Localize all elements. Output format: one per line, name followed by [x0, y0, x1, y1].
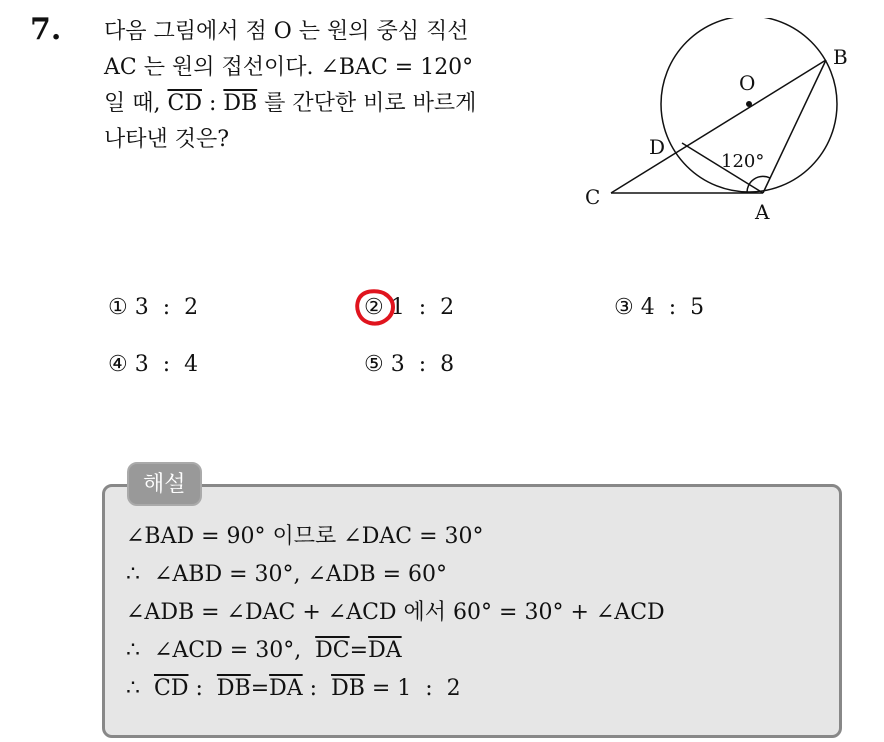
question-line-1: 다음 그림에서 점 O 는 원의 중심 직선: [104, 19, 469, 44]
choice-value: 3 : 4: [127, 352, 199, 377]
choice-3[interactable]: [614, 295, 704, 320]
label-angle: 120°: [721, 151, 765, 172]
q-line3-post: 를 간단한 비로 바르게: [257, 91, 477, 116]
answer-circle-mark: [354, 288, 396, 326]
center-point: [746, 101, 752, 107]
choice-mark: ⑤: [364, 352, 384, 377]
segment-dc: $\overline{DC}$: [315, 638, 350, 663]
segment-da: $\overline{DA}$: [269, 676, 303, 701]
solution-label: 해설: [127, 462, 202, 506]
segment-da: $\overline{DA}$: [368, 638, 402, 663]
choice-mark: ③: [614, 295, 634, 320]
solution-text: [126, 518, 665, 708]
question-text: [104, 14, 564, 158]
sol5-c1: :: [188, 676, 217, 701]
choice-value: 4 : 5: [633, 295, 705, 320]
solution-line-3: ∠ADB = ∠DAC + ∠ACD 에서 60° = 30° + ∠ACD: [126, 600, 665, 625]
segment-cd: $\overline{CD}$: [167, 91, 202, 116]
question-line-4: 나타낸 것은?: [104, 127, 230, 152]
segment-db: $\overline{DB}$: [223, 91, 258, 116]
choice-mark: ②: [364, 295, 384, 320]
label-b: B: [833, 45, 848, 69]
choice-5[interactable]: [364, 352, 454, 377]
label-o: O: [739, 71, 756, 95]
solution-line-1: ∠BAD = 90° 이므로 ∠DAC = 30°: [126, 524, 484, 549]
label-d: D: [649, 135, 666, 159]
solution-line-5: [126, 670, 665, 708]
sol4-eq: =: [349, 638, 369, 663]
sol5-post: = 1 : 2: [364, 676, 461, 701]
choice-mark: ④: [108, 352, 128, 377]
question-line-2: AC 는 원의 접선이다. ∠BAC = 120°: [104, 55, 474, 80]
q-line3-mid: :: [201, 91, 224, 116]
segment-cd: $\overline{CD}$: [153, 676, 189, 701]
segment-db: $\overline{DB}$: [331, 676, 365, 701]
sol4-pre: ∴ ∠ACD = 30°,: [126, 638, 316, 663]
solution-line-4: [126, 632, 665, 670]
choice-value: 3 : 8: [383, 352, 455, 377]
sol5-pre: ∴: [126, 676, 154, 701]
choice-value: 1 : 2: [383, 295, 455, 320]
question-number: 7.: [30, 12, 62, 47]
choice-mark: ①: [108, 295, 128, 320]
sol5-c2: :: [302, 676, 332, 701]
choice-1[interactable]: [108, 295, 198, 320]
segment-db: $\overline{DB}$: [216, 676, 251, 701]
geometry-figure: [575, 18, 875, 238]
choice-value: 3 : 2: [127, 295, 199, 320]
choice-4[interactable]: [108, 352, 198, 377]
sol5-eq: =: [250, 676, 270, 701]
label-a: A: [755, 200, 770, 224]
label-c: C: [585, 185, 601, 209]
q-line3-pre: 일 때,: [104, 91, 168, 116]
question-line-3: [104, 86, 564, 122]
solution-line-2: ∴ ∠ABD = 30°, ∠ADB = 60°: [126, 562, 448, 587]
